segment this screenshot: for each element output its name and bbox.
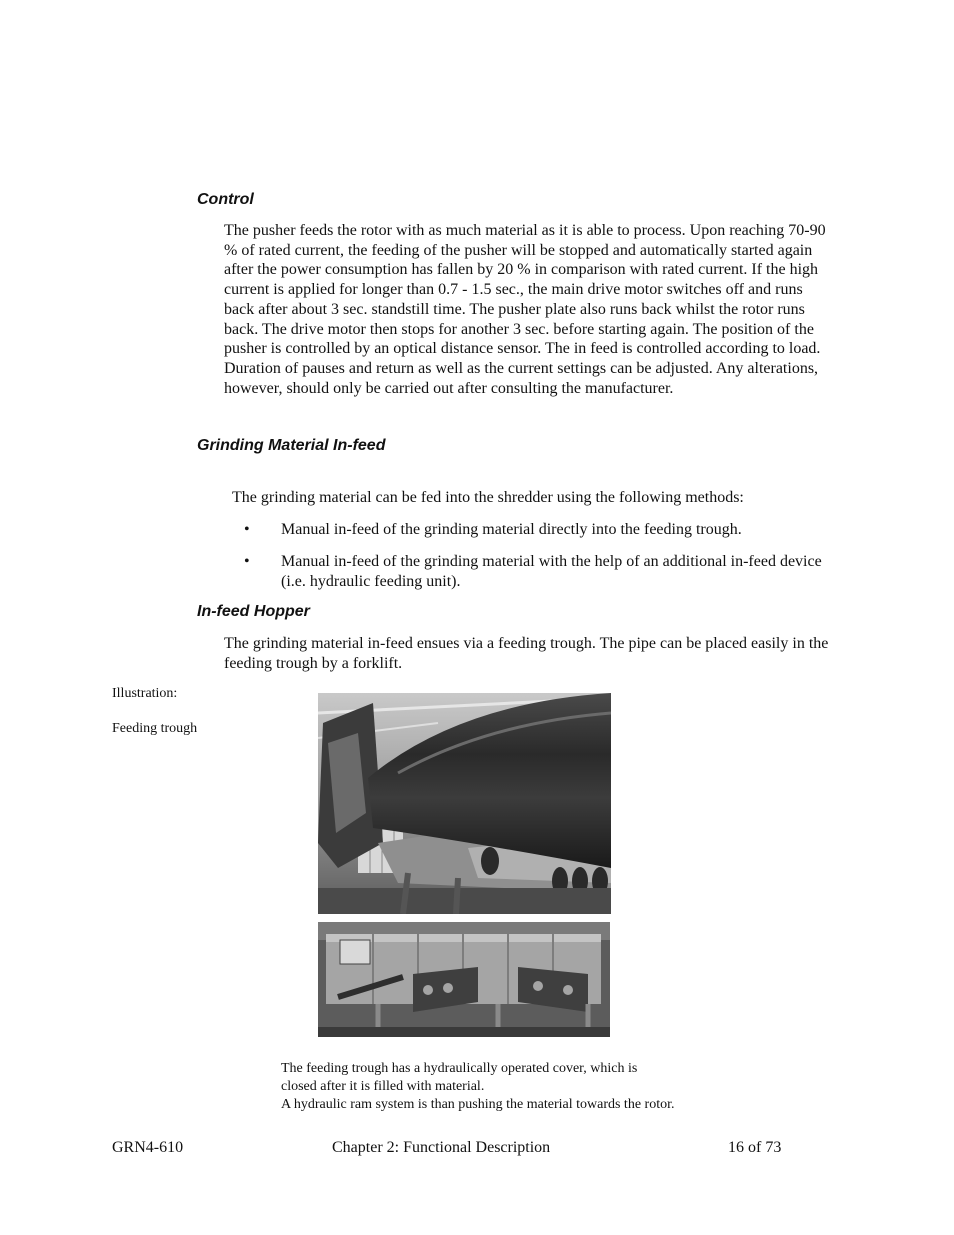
section-heading-control: Control [197, 191, 254, 208]
list-item-text: Manual in-feed of the grinding material with the help of an additional in-feed device (i.e. hydraulic feeding unit). [281, 553, 822, 590]
list-item-text: Manual in-feed of the grinding material directly into the feeding trough. [281, 521, 742, 538]
section-heading-infeed-hopper: In-feed Hopper [197, 603, 310, 620]
feeding-trough-photo-side [318, 922, 610, 1037]
feeding-trough-photo-side-image [318, 922, 610, 1037]
list-item [244, 552, 844, 594]
illustration-caption-line-1: The feeding trough has a hydraulically operated cover, which is [281, 1061, 638, 1076]
illustration-caption-line-2: closed after it is filled with material. [281, 1079, 485, 1094]
list-item [244, 520, 844, 542]
footer-doc-id: GRN4-610 [112, 1139, 184, 1156]
bullet-icon: • [244, 553, 250, 570]
feeding-trough-photo-pipe [318, 693, 611, 914]
hopper-paragraph: The grinding material in-feed ensues via a feeding trough. The pipe can be placed easily in the feeding trough by a forklift. [224, 635, 829, 672]
grinding-intro: The grinding material can be fed into the shredder using the following methods: [232, 489, 744, 506]
illustration-side-caption: Feeding trough [112, 721, 198, 736]
illustration-label: Illustration: [112, 686, 178, 701]
feeding-trough-photo-pipe-image [318, 693, 611, 914]
bullet-icon: • [244, 521, 250, 538]
section-heading-grinding-material-infeed: Grinding Material In-feed [197, 437, 386, 454]
footer-page-number: 16 of 73 [728, 1139, 782, 1156]
footer-chapter: Chapter 2: Functional Description [332, 1139, 551, 1156]
illustration-caption-line-3: A hydraulic ram system is than pushing the material towards the rotor. [281, 1097, 675, 1112]
control-paragraph: The pusher feeds the rotor with as much material as it is able to process. Upon reaching 70-90 % of rated current, the feeding of the pusher will be stopped and automatically started again after the power consumption has fallen by 20 % in comparison with rated current. If the high current is applied for longer than 0.7 - 1.5 sec., the main drive motor switches off and runs back after about 3 sec. standstill time. The pusher plate also runs back whilst the rotor runs back. The drive motor then stops for another 3 sec. before starting again. The position of the pusher is controlled by an optical distance sensor. The in feed is controlled according to load. Duration of pauses and return as well as the current settings can be adjusted. Any alterations, however, should only be carried out after consulting the manufacturer. [224, 222, 826, 397]
